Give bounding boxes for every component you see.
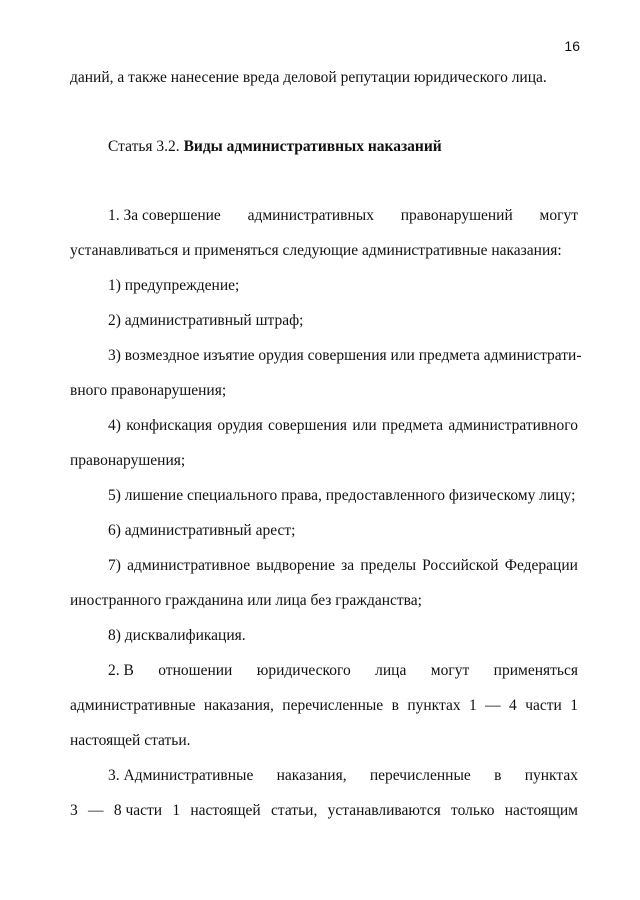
word: 2. В — [108, 662, 134, 679]
article-heading — [70, 129, 578, 164]
page-number: 16 — [564, 38, 580, 54]
word: наказания, — [276, 767, 347, 784]
word: 4) — [108, 417, 121, 434]
p1-line1 — [70, 198, 578, 233]
word: административного — [448, 417, 578, 434]
word: 7) — [108, 557, 121, 574]
word: могут — [539, 207, 578, 224]
word: отношении — [158, 662, 233, 679]
article-prefix: Статья 3.2. — [108, 138, 184, 155]
word: за — [341, 557, 355, 574]
word: административное — [127, 557, 251, 574]
word: 1 — [468, 697, 477, 714]
word: настоящей — [190, 802, 261, 819]
item-3-line2: вного правонарушения; — [70, 382, 227, 399]
word: административные — [70, 697, 196, 714]
word: орудия — [217, 417, 263, 434]
word: статьи, — [270, 802, 318, 819]
item-7-line1 — [70, 548, 578, 583]
word: устанавливаются — [327, 802, 441, 819]
item-7-line2: иностранного гражданина или лица без гражданства; — [70, 592, 422, 609]
item-5: 5) лишение специального права, предоставленного физическому лицу; — [108, 487, 576, 504]
word: могут — [430, 662, 470, 679]
word: применяться — [493, 662, 578, 679]
word: настоящим — [504, 802, 578, 819]
item-4-line1 — [70, 408, 578, 443]
word: 1. За совершение — [108, 207, 221, 224]
p2-line2 — [70, 688, 578, 723]
word: 3. Административные — [108, 767, 254, 784]
word: или — [352, 417, 377, 434]
word: части — [525, 697, 562, 714]
word: пунктах — [524, 767, 578, 784]
intro-line: даний, а также нанесение вреда деловой репутации юридического лица. — [70, 69, 547, 86]
word: предмета — [381, 417, 444, 434]
word: Российской — [422, 557, 499, 574]
document-body — [70, 60, 582, 828]
item-2: 2) административный штраф; — [108, 312, 304, 329]
item-3-line1: 3) возмездное изъятие орудия совершения или предмета администрати- — [108, 347, 582, 364]
word: пределы — [360, 557, 416, 574]
item-8: 8) дисквалификация. — [108, 627, 246, 644]
word: совершения — [268, 417, 348, 434]
word: только — [451, 802, 495, 819]
word: 3 — [70, 802, 78, 819]
p2-line1 — [70, 653, 578, 688]
word: лица — [375, 662, 407, 679]
word: в — [494, 767, 502, 784]
word: 4 — [509, 697, 517, 714]
word: перечисленные — [369, 767, 471, 784]
p3-line1 — [70, 758, 578, 793]
p2-line3: настоящей статьи. — [70, 732, 191, 749]
p3-line2 — [70, 793, 578, 828]
word: административных — [247, 207, 374, 224]
word: юридического — [256, 662, 351, 679]
word: — — [88, 802, 104, 819]
word: пунктах — [407, 697, 461, 714]
word: Федерации — [504, 557, 578, 574]
item-6: 6) административный арест; — [108, 522, 296, 539]
word: правонарушений — [400, 207, 513, 224]
word: в — [391, 697, 399, 714]
word: 1 — [172, 802, 181, 819]
word: конфискация — [126, 417, 213, 434]
word: — — [485, 697, 501, 714]
p1-line2: устанавливаться и применяться следующие административные наказания: — [70, 242, 562, 259]
item-4-line2: правонарушения; — [70, 452, 186, 469]
article-title: Виды административных наказаний — [183, 138, 442, 155]
word: выдворение — [256, 557, 335, 574]
word: наказания, — [203, 697, 274, 714]
item-1: 1) предупреждение; — [108, 277, 240, 294]
word: 1 — [570, 697, 578, 714]
word: перечисленные — [282, 697, 384, 714]
word: 8 части — [113, 802, 163, 819]
